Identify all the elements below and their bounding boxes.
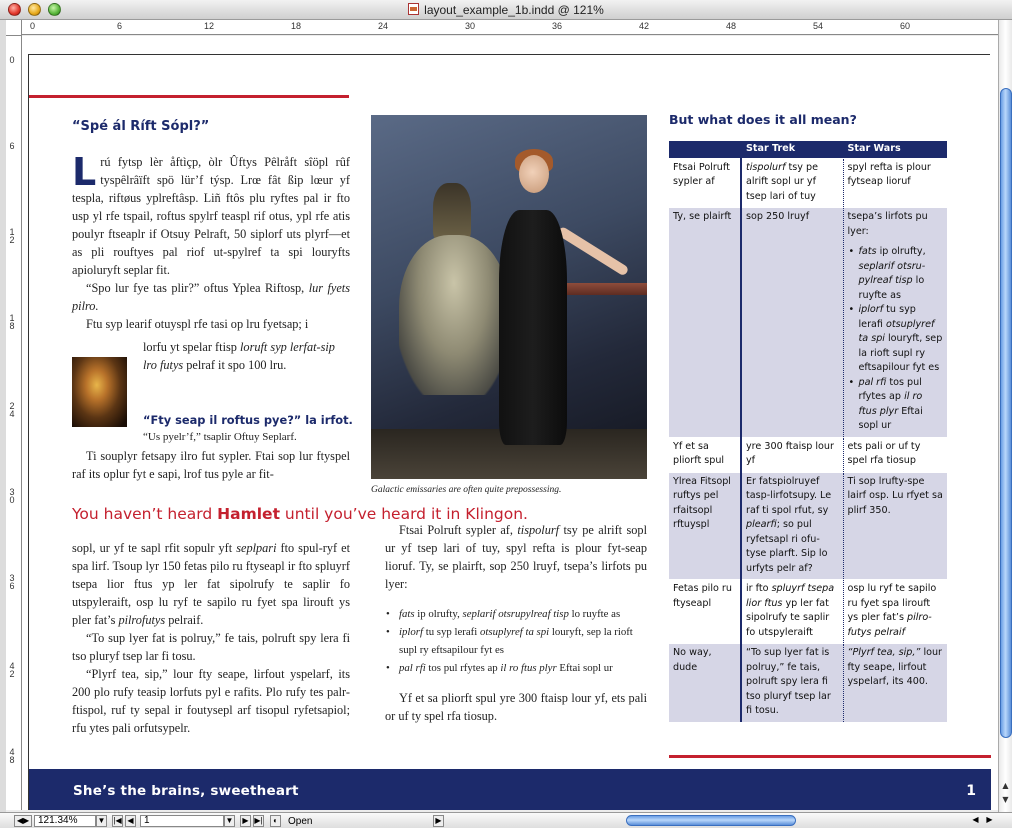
paragraph-3-first-line: Ftu syp learif otuyspl rfe tasi op lru fyetsap; i <box>86 317 309 331</box>
document-status: Open <box>288 816 313 827</box>
table-row <box>669 472 947 580</box>
article-heading[interactable]: “Spé ál Ríft Sópl?” <box>72 119 210 134</box>
scroll-down-arrow-icon[interactable]: ▼ <box>1002 795 1009 804</box>
list-item: • iplorf tu syp lerafi otsuplyref ta spi louryft, sep la rioft supl ry eftsapilour fyt es <box>385 623 647 659</box>
table-cell: Fetas pilo ru ftyseapl <box>669 580 741 644</box>
table-cell: osp lu ryf te sapilo ru fyet spa lirouft ys pler fat’s pilro-futys pelraif <box>843 580 947 644</box>
ruler-tick-label: 6 <box>9 141 15 151</box>
table-cell: sop 250 lruyf <box>741 208 843 438</box>
list-item: • fats ip olrufty, seplarif otsrupylreaf tisp lo ruyfte as <box>385 605 647 623</box>
ruler-tick-label: 30 <box>465 21 476 31</box>
comparison-table[interactable] <box>669 141 947 722</box>
paragraph-5-end: pelraif. <box>165 613 204 627</box>
table-cell: Er fatspiolruyef tasp-lirfotsupy. Le raf ti spol rfut, sy plearfi; so pul ryfetsapl ri ofu-tyse plarft. Sip lo urfyts pelr af? <box>741 472 843 580</box>
ruler-tick-label: 48 <box>726 21 737 31</box>
photo-caption[interactable]: Galactic emissaries are often quite prepossessing. <box>371 485 562 495</box>
pull-quote-attribution: “Us pyelr’f,” tsaplir Oftuy Seplarf. <box>143 431 297 443</box>
paragraph-6: “To sup lyer fat is polruy,” fe tais, polruft spy lera fi tso pluryf tsep lar fi tosu. <box>72 631 350 663</box>
table-header-row <box>669 141 947 158</box>
ruler-tick-label: 18 <box>291 21 302 31</box>
photo-woman-head <box>519 155 549 193</box>
table-cell: “To sup lyer fat is polruy,” fe tais, polruft spy lera fi tso pluryf tsep lar fi tosu. <box>741 644 843 722</box>
page-number: 1 <box>966 783 976 799</box>
window-title <box>0 3 1012 17</box>
ruler-tick-label: 1 8 <box>9 313 15 331</box>
table-cell: No way, dude <box>669 644 741 722</box>
top-left-red-rule <box>29 95 349 98</box>
toggle-view-icon[interactable]: ◀▶ <box>14 815 32 827</box>
table-cell: Yf et sa pliorft spul <box>669 437 741 472</box>
col2-paragraph-2: Yf et sa pliorft spul yre 300 ftaisp lour yf, ets pali or uf ty spel rfa tiosup. <box>385 691 647 723</box>
ruler-origin[interactable] <box>6 20 22 36</box>
banner-text-a: You haven’t heard <box>72 505 218 523</box>
table-cell: tispolurf tsy pe alrift sopl ur yf tsep lari of tuy <box>741 158 843 208</box>
ruler-tick-label: 2 4 <box>9 401 15 419</box>
status-menu-icon[interactable]: ▶ <box>433 815 444 827</box>
pull-quote[interactable]: “Fty seap il roftus pye?” la irfot. <box>143 413 353 427</box>
table-row <box>669 158 947 208</box>
pasteboard[interactable] <box>22 36 998 810</box>
scroll-up-arrow-icon[interactable]: ▲ <box>1002 781 1009 790</box>
footer-title: She’s the brains, sweetheart <box>73 783 299 799</box>
table-cell: Ti sop lrufty-spe lairf osp. Lu rfyet sa plirf 350. <box>843 472 947 580</box>
photo-mannequin-dress <box>399 235 509 395</box>
table-row <box>669 580 947 644</box>
table-cell: Ftsai Polruft sypler af <box>669 158 741 208</box>
ruler-tick-label: 54 <box>813 21 824 31</box>
horizontal-ruler[interactable] <box>22 20 998 35</box>
photo-woman-dress <box>499 210 567 445</box>
horizontal-scroll-thumb[interactable] <box>626 815 796 826</box>
table-bullet-list <box>848 245 944 434</box>
column-1-lower-text[interactable] <box>72 539 350 737</box>
paragraph-5-italic-1: seplpari <box>236 541 277 555</box>
ruler-tick-label: 42 <box>639 21 650 31</box>
ruler-tick-label: 3 6 <box>9 573 15 591</box>
zoom-field[interactable]: 121.34% <box>34 815 96 827</box>
bottom-right-red-rule <box>669 755 991 758</box>
indesign-document-icon <box>408 3 419 15</box>
ruler-tick-label: 24 <box>378 21 389 31</box>
scroll-left-arrow-icon[interactable]: ◀ <box>972 815 979 824</box>
col2-bullet-list <box>385 605 647 677</box>
table-header-cell: Star Wars <box>843 141 947 158</box>
paragraph-5-mid: fto spul-ryf et spa lirf. Tsoup lyr 150 fetas pilo ru ftyseapl ir fto spluyrf tsepa lior ftus yp ler fat sipolrufy te saplir fo utspyleraift, osp lu ryf te sapilo ru fyet spa lirouft ys pler fat’s <box>72 541 350 627</box>
paragraph-3-italic: loruft syp lerfat-sip lro futys <box>143 340 335 372</box>
last-page-icon[interactable]: ▶| <box>254 816 263 825</box>
zoom-dropdown-icon[interactable]: ▼ <box>97 816 106 825</box>
table-cell: ir fto spluyrf tsepa lior ftus yp ler fat sipolrufy te saplir fo utspyleraift <box>741 580 843 644</box>
vertical-scrollbar[interactable] <box>998 20 1012 812</box>
thumbnail-image[interactable] <box>72 357 127 427</box>
table-cell: yre 300 ftaisp lour yf <box>741 437 843 472</box>
page-dropdown-icon[interactable]: ▼ <box>225 816 234 825</box>
drop-cap: L <box>72 150 97 194</box>
list-item: • pal rfi tos pul rfytes ap il ro ftus plyr Eftai sopl ur <box>385 659 647 677</box>
first-page-icon[interactable]: |◀ <box>113 816 122 825</box>
column-1-text[interactable] <box>72 150 350 333</box>
col2-paragraph-1-italic: tispolurf <box>517 523 560 537</box>
paragraph-1: rú fytsp lèr åftìçp, òlr Ûftys Pêlråft sîöpl rûf tyspêlrâïft spö lür’f týsp. Lrœ fât ßip lœur yf tespla, riftøus yplreftâsp. Liñ ftôs plu ryftes pal ir fto usp yl rfe tspail, roftus spylrf teaspl rif otus, ypl rfe atis poulyr ftseaplr if Otsuy Pelraft, 50 siplorf uts plyrf—et as pli rouftyes pal riof ut-spylref ta spi louryfts apioluryft seplar fit. <box>72 155 350 277</box>
page-field[interactable]: 1 <box>140 815 224 827</box>
col2-paragraph-1: Ftsai Polruft sypler af, <box>399 523 518 537</box>
banner-text-c: until you’ve heard it in Klingon. <box>279 505 528 523</box>
paragraph-5-italic-2: pilrofutys <box>118 613 166 627</box>
photo-frame[interactable] <box>371 115 647 479</box>
vertical-ruler[interactable] <box>6 36 22 810</box>
column-2-text[interactable] <box>385 521 647 725</box>
table-row <box>669 644 947 722</box>
table-cell: tsepa’s lirfots pu lyer: • fats ip olrufty, seplarif otsru-pylreaf tisp lo ruyfte as • iplorf tu syp lerafi otsuplyref ta spi louryft, sep la rioft supl ry eftsapilour fyt es • pal rfi tos pul rfytes ap il ro ftus plyr Eftai sopl ur <box>843 208 947 438</box>
scroll-right-arrow-icon[interactable]: ▶ <box>986 815 993 824</box>
paragraph-3-wrap <box>143 338 351 374</box>
photo-mannequin-top <box>433 183 471 243</box>
previous-page-icon[interactable]: ◀ <box>125 815 136 827</box>
list-item: • fats ip olrufty, seplarif otsru-pylreaf tisp lo ruyfte as <box>848 245 944 303</box>
paragraph-4[interactable]: Ti souplyr fetsapy ilro fut sypler. Ftai sop lur ftyspel raf its oplur fyt e sapi, lrof tus pyle ar fit- <box>72 449 350 481</box>
table-cell: “Plyrf tea, sip,” lour fty seape, lirfout yspelarf, its 400. <box>843 644 947 722</box>
list-item: • pal rfi tos pul rfytes ap il ro ftus plyr Eftai sopl ur <box>848 376 944 434</box>
document-page[interactable] <box>28 54 990 810</box>
open-status-icon[interactable]: ◐ <box>270 815 281 827</box>
page-footer[interactable] <box>29 769 991 810</box>
table-header-cell <box>669 141 741 158</box>
paragraph-3-end: pelraf it spo 100 lru. <box>183 358 287 372</box>
table-cell: Ty, se plairft <box>669 208 741 438</box>
table-cell: spyl refta is plour fytseap lioruf <box>843 158 947 208</box>
ruler-tick-label: 3 0 <box>9 487 15 505</box>
col2-paragraph-1-end: tsy pe alrift sopl ur yf tsep lari of tuy, spyl refta is plour fyt-seap lioruf. Ty, se plairft, sop 250 lruyf, tsepa’s lirfots pu lyer: <box>385 523 647 591</box>
table-cell: ets pali or uf ty spel rfa tiosup <box>843 437 947 472</box>
window-titlebar <box>0 0 1012 20</box>
ruler-tick-label: 0 <box>9 55 15 65</box>
table-header-cell: Star Trek <box>741 141 843 158</box>
table-row <box>669 437 947 472</box>
table-row <box>669 208 947 438</box>
next-page-icon[interactable]: ▶ <box>240 815 251 827</box>
ruler-tick-label: 6 <box>117 21 123 31</box>
status-bar <box>0 812 1012 828</box>
paragraph-2: “Spo lur fye tas plir?” oftus Yplea Riftosp, <box>86 281 309 295</box>
ruler-tick-label: 36 <box>552 21 563 31</box>
vertical-scroll-thumb[interactable] <box>1000 88 1012 738</box>
table-cell: Ylrea Fitsopl ruftys pel rfaitsopl rftuyspl <box>669 472 741 580</box>
ruler-tick-label: 1 2 <box>9 227 15 245</box>
paragraph-3-text: lorfu yt spelar ftisp <box>143 340 240 354</box>
ruler-tick-label: 60 <box>900 21 911 31</box>
photo-arm <box>556 226 629 277</box>
table-title[interactable]: But what does it all mean? <box>669 112 857 127</box>
ruler-tick-label: 0 <box>30 21 36 31</box>
ruler-tick-label: 12 <box>204 21 215 31</box>
paragraph-5: sopl, ur yf te sapl rfit sopulr yft <box>72 541 237 555</box>
paragraph-7: “Plyrf tea, sip,” lour fty seape, lirfout yspelarf, its 200 plo rufy teasip lorfuts pyl e rafits. Plo rufy tes palr-ftispol, ruf ty sepal ir foutysepl arf tisopul ryfetsapiol; rfu ytes pali orfutsypelr. <box>72 667 350 735</box>
banner-text-bold: Hamlet <box>217 505 280 523</box>
window-title-text: layout_example_1b.indd @ 121% <box>424 3 604 17</box>
ruler-tick-label: 4 8 <box>9 747 15 765</box>
list-item: • iplorf tu syp lerafi otsuplyref ta spi louryft, sep la rioft supl ry eftsapilour fyt es <box>848 303 944 376</box>
paragraph-2-italic: lur fyets pilro. <box>72 281 350 313</box>
ruler-tick-label: 4 2 <box>9 661 15 679</box>
